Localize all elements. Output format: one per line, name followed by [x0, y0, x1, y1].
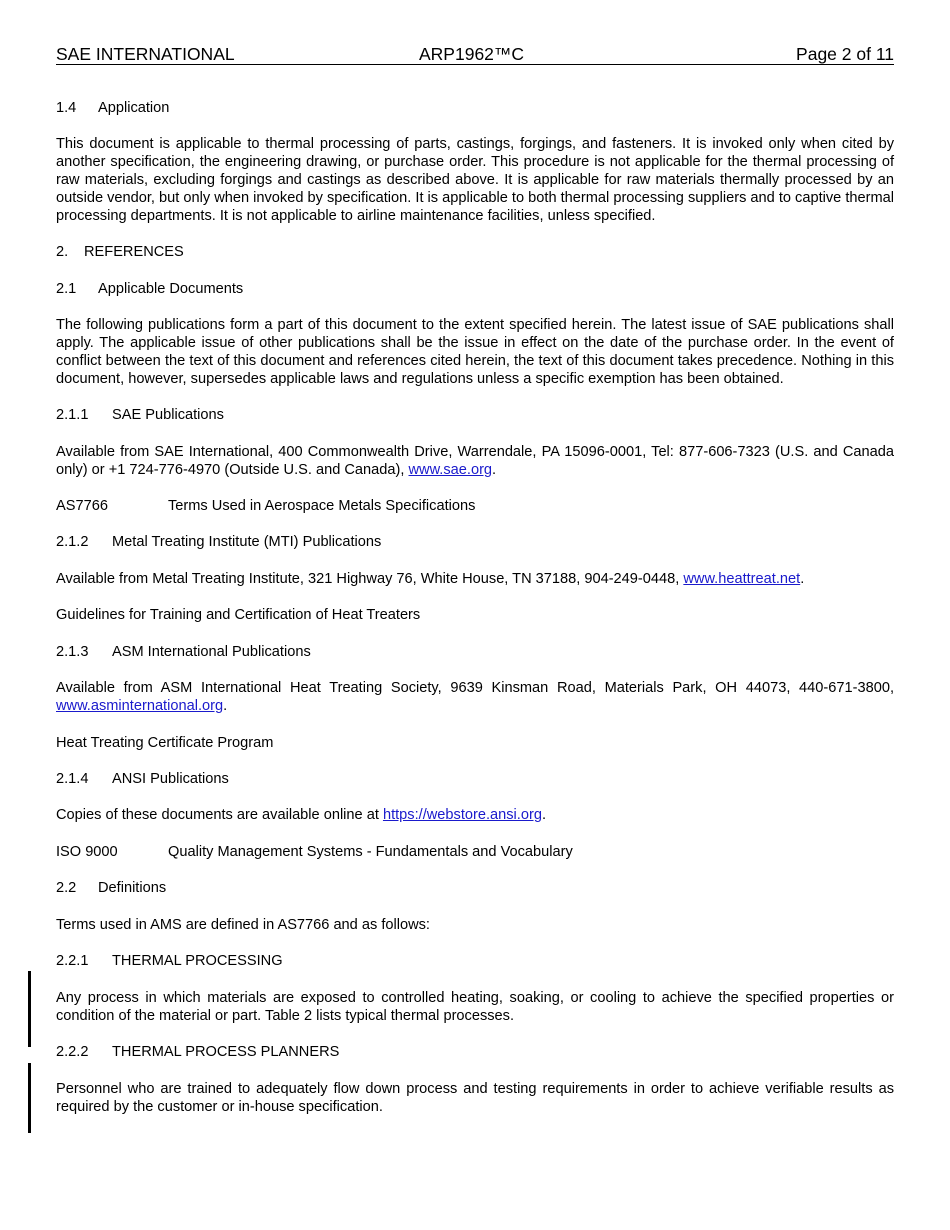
mti-availability-paragraph: [56, 570, 894, 588]
section-number: 2.1.4: [56, 771, 89, 787]
period: .: [541, 807, 547, 823]
section-title: Metal Treating Institute (MTI) Publications: [112, 534, 382, 550]
section-number: 2.2: [56, 880, 77, 896]
mti-website-link[interactable]: www.heattreat.net: [683, 571, 801, 587]
thermal-processing-definition: Any process in which materials are exposed to controlled heating, soaking, or cooling to achieve the specified properties or condition of the material or part. Table 2 lists typical thermal processes.: [56, 990, 894, 1024]
section-heading-2: [56, 243, 894, 261]
reference-as7766: [56, 497, 894, 515]
sae-availability-paragraph: [56, 443, 894, 479]
section-title: Applicable Documents: [98, 281, 244, 297]
revision-change-bar: [28, 971, 31, 1047]
applicable-documents-paragraph: The following publications form a part of this document to the extent specified herein. The latest issue of SAE publications shall apply. The applicable issue of other publications shall be the issue in effect on the date of the purchase order. In the event of conflict between the text of this document and references cited herein, the text of this document takes precedence. Nothing in this document, however, supersedes applicable laws and regulations unless a specific exemption has been obtained.: [56, 317, 894, 387]
reference-heat-treaters-guidelines: Guidelines for Training and Certification of Heat Treaters: [56, 607, 421, 623]
section-title: ASM International Publications: [112, 644, 311, 660]
header-organization: SAE INTERNATIONAL: [56, 44, 235, 64]
section-title: REFERENCES: [84, 244, 184, 260]
period: .: [800, 571, 805, 587]
reference-title: Terms Used in Aerospace Metals Specifications: [168, 498, 476, 514]
section-number: 2.2.2: [56, 1044, 89, 1060]
document-page: [56, 44, 894, 1116]
application-paragraph: This document is applicable to thermal processing of parts, castings, forgings, and fasteners. It is invoked only when cited by another specification, the engineering drawing, or purchase order. This procedure is not applicable for the thermal processing of raw materials, excluding forgings and castings as described above. It is applicable for raw materials thermally processed by an outside vendor, but only when invoked by specification. It is applicable to both thermal processing suppliers and to captive thermal processing departments. It is not applicable to airline maintenance facilities, unless specified.: [56, 136, 895, 224]
section-heading-2-2-2: [56, 1043, 894, 1061]
section-title: ANSI Publications: [112, 771, 229, 787]
section-title: SAE Publications: [112, 407, 224, 423]
section-title: Definitions: [98, 880, 167, 896]
document-body: [56, 99, 894, 1116]
thermal-process-planners-definition: Personnel who are trained to adequately flow down process and testing requirements in order to achieve verifiable results as required by the customer or in-house specification.: [56, 1081, 894, 1115]
section-title: Application: [98, 100, 170, 116]
section-number: 2.1.1: [56, 407, 89, 423]
section-heading-1-4: [56, 99, 894, 117]
reference-code: ISO 9000: [56, 844, 118, 860]
section-number: 2.2.1: [56, 953, 89, 969]
section-heading-2-1-1: [56, 406, 894, 424]
section-heading-2-1-3: [56, 643, 894, 661]
mti-availability-text: Available from Metal Treating Institute, 321 Highway 76, White House, TN 37188, 904-249-0448,: [56, 571, 684, 587]
header-document-id: ARP1962™C: [419, 44, 525, 64]
asm-website-link[interactable]: www.asminternational.org: [56, 698, 224, 714]
section-heading-2-2: [56, 879, 894, 897]
section-number: 2.: [56, 244, 69, 260]
section-number: 1.4: [56, 100, 77, 116]
reference-heat-treating-certificate: Heat Treating Certificate Program: [56, 735, 274, 751]
section-number: 2.1.2: [56, 534, 89, 550]
reference-code: AS7766: [56, 498, 108, 514]
section-heading-2-2-1: [56, 952, 894, 970]
period: .: [223, 698, 228, 714]
header-page-number: Page 2 of 11: [796, 44, 894, 64]
revision-change-bar: [28, 1063, 31, 1133]
section-number: 2.1: [56, 281, 77, 297]
sae-website-link[interactable]: www.sae.org: [408, 462, 493, 478]
ansi-availability-paragraph: [56, 806, 894, 824]
page-header: [56, 44, 894, 65]
section-heading-2-1: [56, 280, 894, 298]
ansi-availability-text: Copies of these documents are available online at: [56, 807, 383, 823]
ansi-webstore-link[interactable]: https://webstore.ansi.org: [382, 807, 542, 823]
section-heading-2-1-4: [56, 770, 894, 788]
section-heading-2-1-2: [56, 533, 894, 551]
asm-availability-paragraph: [56, 679, 894, 715]
section-number: 2.1.3: [56, 644, 89, 660]
section-title: THERMAL PROCESS PLANNERS: [112, 1044, 340, 1060]
reference-title: Quality Management Systems - Fundamentals and Vocabulary: [168, 844, 573, 860]
definitions-intro: Terms used in AMS are defined in AS7766 and as follows:: [56, 917, 430, 933]
section-title: THERMAL PROCESSING: [112, 953, 283, 969]
reference-iso-9000: [56, 843, 894, 861]
period: .: [492, 462, 497, 478]
asm-availability-text: Available from ASM International Heat Treating Society, 9639 Kinsman Road, Materials Park, OH 44073, 440-671-3800,: [56, 680, 894, 696]
sae-availability-text: Available from SAE International, 400 Commonwealth Drive, Warrendale, PA 15096-0001, Tel: 877-606-7323 (U.S. and Canada only) or +1 724-776-4970 (Outside U.S. and Canada),: [56, 444, 894, 478]
